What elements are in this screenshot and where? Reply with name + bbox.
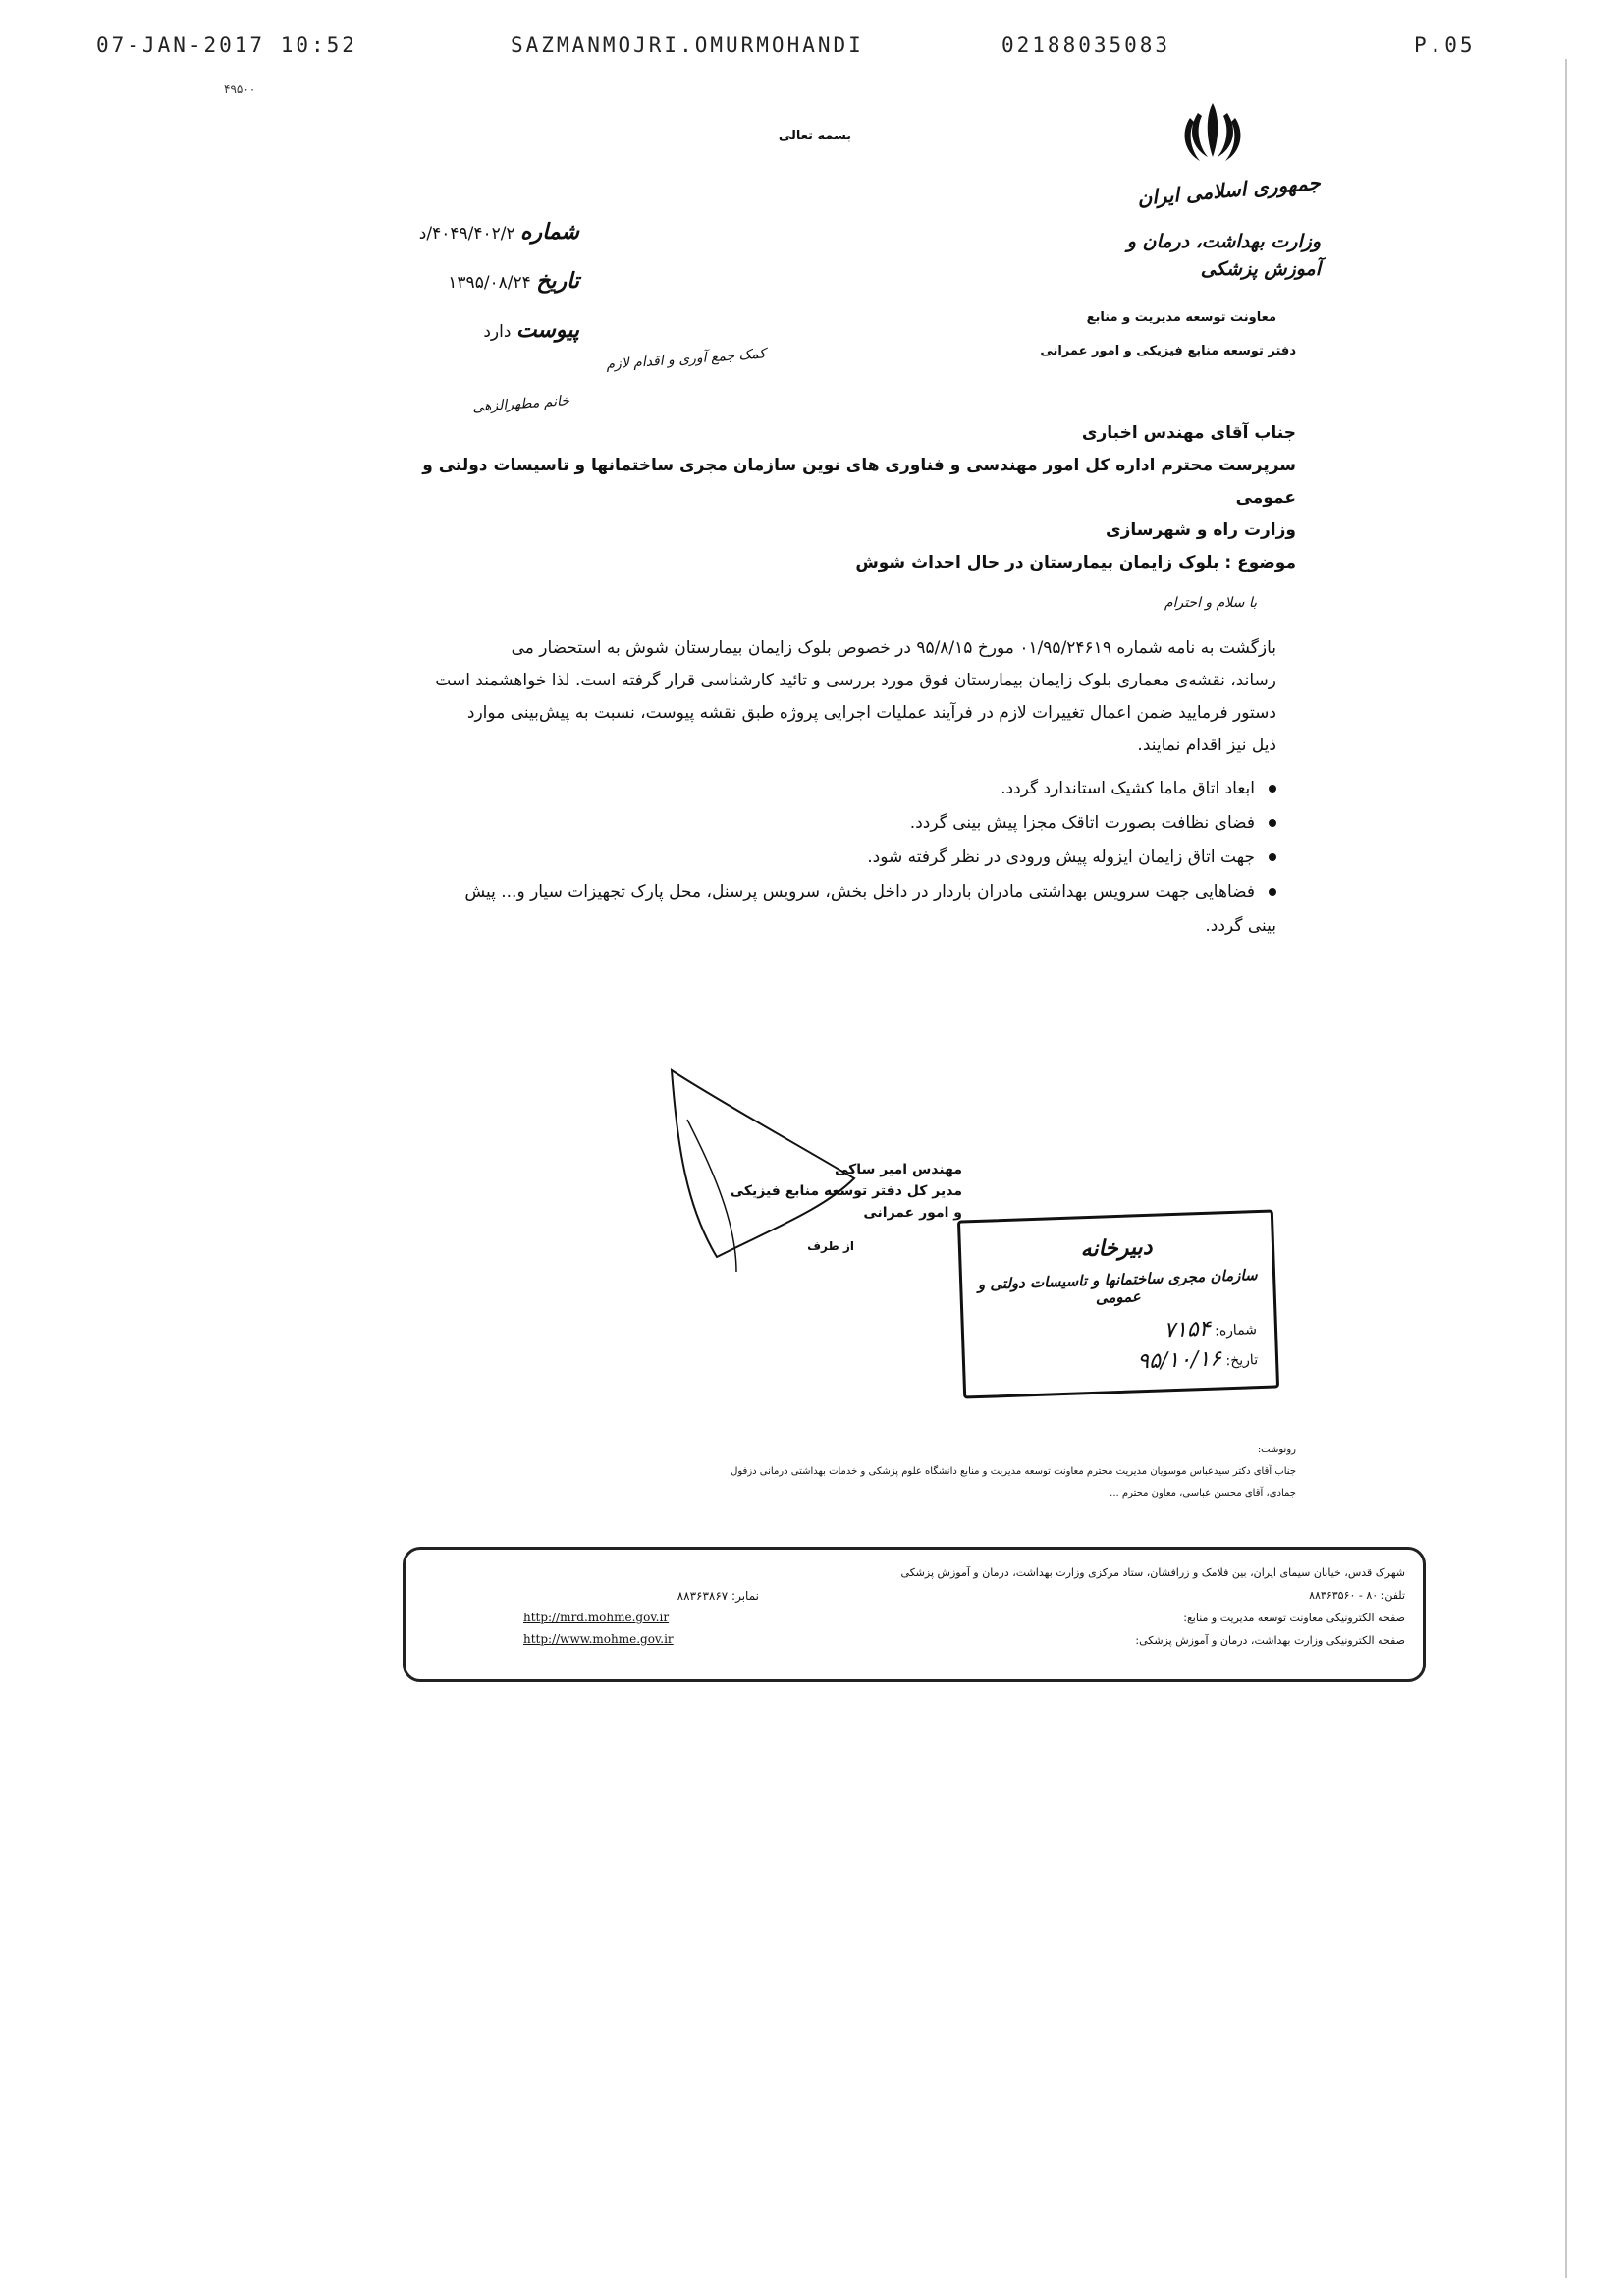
bullet-dot-icon <box>1269 785 1276 793</box>
cc-line-1: جناب آقای دکتر سیدعباس موسویان مدیریت محترم معاونت توسعه مدیریت و منابع دانشگاه علوم پزشکی و خدمات بهداشتی درمانی دزفول <box>731 1466 1296 1477</box>
stamp-title: دبیرخانه <box>1080 1233 1153 1263</box>
greeting: با سلام و احترام <box>1164 595 1257 611</box>
recipient-name: جناب آقای مهندس اخباری <box>1081 423 1296 443</box>
footer-phone: تلفن: ۸۰ - ۸۸۳۶۳۵۶۰ <box>1309 1589 1405 1602</box>
ministry-dept1: معاونت توسعه مدیریت و منابع <box>1086 310 1276 325</box>
cc-label: رونوشت: <box>1257 1445 1296 1455</box>
fax-datetime: 07-JAN-2017 10:52 <box>96 33 357 57</box>
signature-from: از طرف <box>807 1239 854 1253</box>
list-item: جهت اتاق زایمان ایزوله پیش ورودی در نظر گرفته شود. <box>412 841 1276 875</box>
iran-emblem-icon <box>1168 98 1257 167</box>
meta-attachment-value: دارد <box>483 322 512 342</box>
fax-page: P.05 <box>1414 33 1476 57</box>
meta-date-label: تاریخ <box>536 268 579 294</box>
signature-block <box>707 1159 962 1224</box>
meta-attachment-row <box>363 306 579 355</box>
ministry-dept2: دفتر توسعه منابع فیزیکی و امور عمرانی <box>1040 344 1296 358</box>
footer-site2-label: صفحه الکترونیکی وزارت بهداشت، درمان و آموزش پزشکی: <box>1135 1634 1405 1647</box>
letter-meta <box>363 208 579 355</box>
stamp-date-value: ۹۵/۱۰/۱۶ <box>1136 1346 1222 1375</box>
meta-date-value: ۱۳۹۵/۰۸/۲۴ <box>448 273 531 293</box>
stamp-org: سازمان مجری ساختمانها و تاسیسات دولتی و عمومی <box>977 1266 1258 1307</box>
footer-site2-link[interactable]: http://www.mohme.gov.ir <box>523 1632 674 1646</box>
meta-attachment-label: پیوست <box>515 317 579 343</box>
requirements-list <box>412 772 1276 944</box>
bullet-dot-icon <box>1269 853 1276 861</box>
bullet-dot-icon <box>1269 888 1276 896</box>
meta-number-label: شماره <box>519 219 579 245</box>
signature-title-1: مدیر کل دفتر توسعه منابع فیزیکی <box>730 1183 962 1199</box>
list-item: فضاهایی جهت سرویس بهداشتی مادران باردار در داخل بخش، سرویس پرسنل، محل پارک تجهیزات سیار و... پیش <box>412 875 1276 909</box>
stamp-date-row: تاریخ: ۹۵/۱۰/۱۶ <box>1136 1346 1259 1375</box>
stamp-number-value: ۷۱۵۴ <box>1163 1316 1212 1343</box>
letter-subject: موضوع : بلوک زایمان بیمارستان در حال احداث شوش <box>855 553 1296 573</box>
signature-title-2: و امور عمرانی <box>863 1205 962 1221</box>
footer-fax: نمابر: ۸۸۳۶۳۸۶۷ <box>677 1589 759 1603</box>
recipient-ministry: وزارت راه و شهرسازی <box>1105 520 1296 540</box>
footer-site1-label: صفحه الکترونیکی معاونت توسعه مدیریت و منابع: <box>1183 1612 1405 1624</box>
fax-phone: 02188035083 <box>1001 33 1171 57</box>
handwritten-note-1: کمک جمع آوری و اقدام لازم <box>605 346 767 373</box>
body-line-4: ذیل نیز اقدام نمایند. <box>1137 736 1276 755</box>
basmala: بسمه تعالی <box>778 129 852 143</box>
body-line-1: بازگشت به نامه شماره ۰۱/۹۵/۲۴۶۱۹ مورخ ۹۵/۸/۱۵ در خصوص بلوک زایمان بیمارستان شوش به استحضار می <box>511 638 1276 658</box>
ministry-title-line2: وزارت بهداشت، درمان و آموزش پزشکی <box>1126 231 1321 280</box>
recipient-title: سرپرست محترم اداره کل امور مهندسی و فناوری های نوین سازمان مجری ساختمانها و تاسیسات دولتی و عمومی <box>422 456 1296 508</box>
fax-edge-line <box>1565 59 1567 2278</box>
recipient-block <box>393 417 1296 579</box>
meta-number-value: ۴۰۴۹/۴۰۲/۲/د <box>418 224 515 244</box>
signature-name: مهندس امیر ساکی <box>835 1162 962 1177</box>
meta-number-row <box>363 208 579 257</box>
meta-date-row <box>363 257 579 306</box>
letterhead-footer <box>403 1547 1426 1682</box>
body-line-2: رساند، نقشه‌ی معماری بلوک زایمان بیمارستان فوق مورد بررسی و تائید کارشناسی قرار گرفته است. لذا خواهشمند است <box>435 671 1276 690</box>
secretariat-stamp <box>957 1209 1279 1398</box>
footer-address: شهرک قدس، خیابان سیمای ایران، بین فلامک و زرافشان، ستاد مرکزی وزارت بهداشت، درمان و آموزش پزشکی <box>900 1566 1405 1579</box>
stamp-number-row: شماره: ۷۱۵۴ <box>1163 1316 1258 1343</box>
ministry-title-line1: جمهوری اسلامی ایران <box>1136 170 1322 210</box>
cc-line-2: جمادی، آقای محسن عباسی، معاون محترم ... <box>1110 1488 1296 1499</box>
body-line-3: دستور فرمایید ضمن اعمال تغییرات لازم در فرآیند عملیات اجرایی پروژه طبق نقشه پیوست، نسبت به پیش‌بینی موارد <box>466 703 1276 723</box>
top-left-note: ۴۹۵۰۰ <box>224 82 256 96</box>
letter-body <box>412 632 1276 762</box>
fax-sender: SAZMANMOJRI.OMURMOHANDI <box>511 33 864 57</box>
list-item: ابعاد اتاق ماما کشیک استاندارد گردد. <box>412 772 1276 806</box>
bullet-dot-icon <box>1269 819 1276 827</box>
footer-site1-link[interactable]: http://mrd.mohme.gov.ir <box>523 1611 670 1624</box>
cc-block <box>550 1440 1296 1504</box>
list-item-continuation: بینی گردد. <box>1205 916 1276 936</box>
handwritten-note-2: خانم مطهرالزهی <box>471 393 570 415</box>
list-item: فضای نظافت بصورت اتاقک مجزا پیش بینی گردد. <box>412 806 1276 841</box>
footer-left-column <box>523 1585 759 1650</box>
